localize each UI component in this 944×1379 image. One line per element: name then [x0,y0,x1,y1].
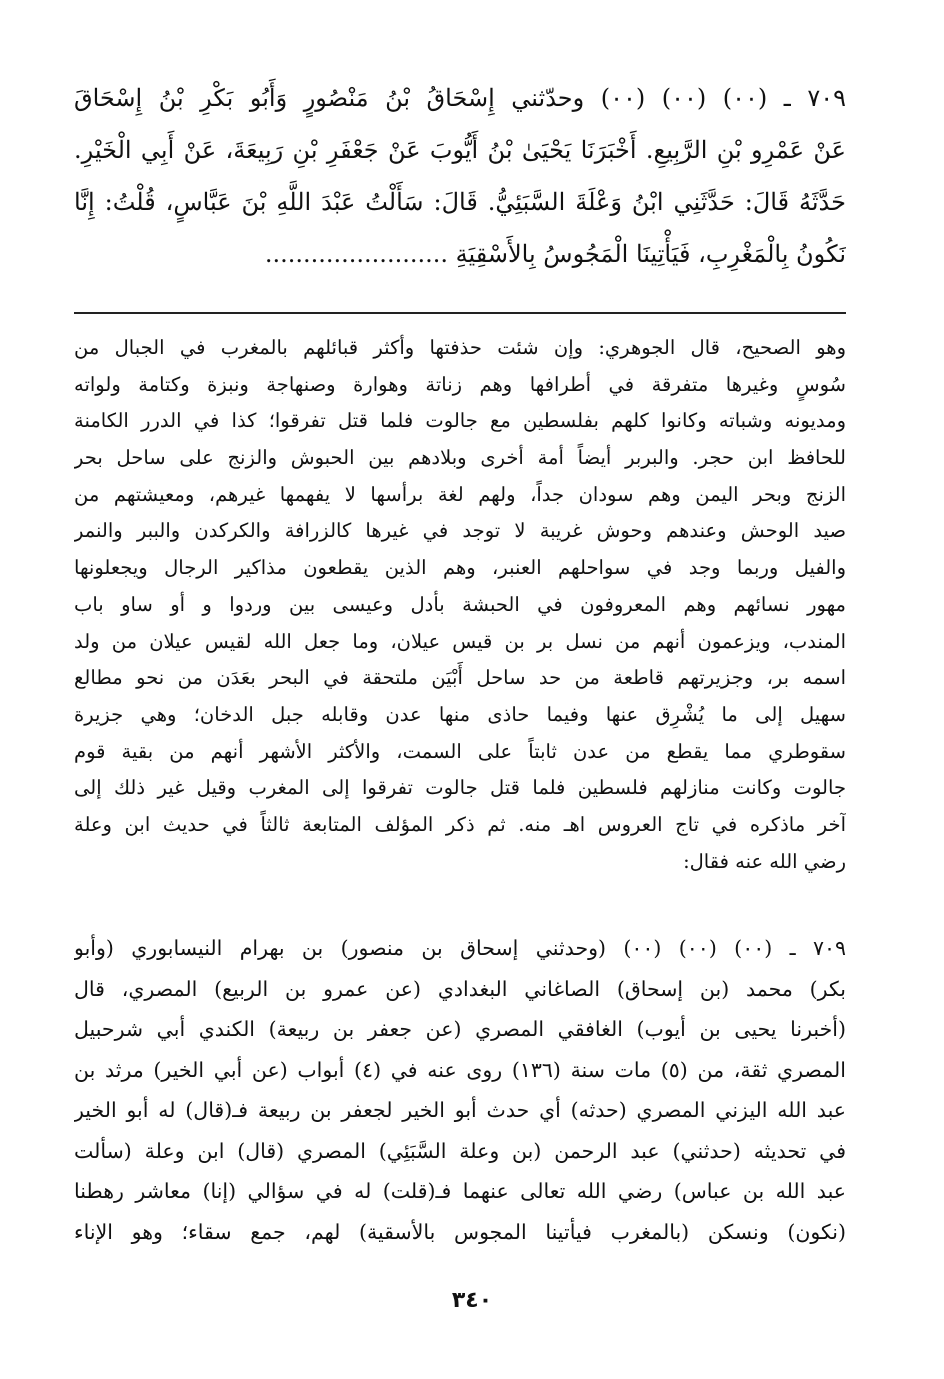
sharh-line: بكر) محمد (بن إسحاق) الصاغاني البغدادي (عن عمرو بن الربيع) المصري، قال [74,976,846,1001]
sharh-line: في تحديثه (حدثني) عبد الرحمن (بن وعلة السَّبَئِي) المصري (قال) ابن وعلة (سألت [74,1138,846,1163]
sharh-line: (أخبرنا يحيى بن أيوب) الغافقي المصري (عن جعفر بن ربيعة) الكندي أبي شرحبيل [74,1017,846,1041]
commentary-line: والفيل وربما وجد في سواحلهم العنبر، وهم الذين يقطعون مذاكير الرجال ويجعلونها [74,556,846,580]
commentary-line: مهور نسائهم وهم المعروفون في الحبشة بأدل وعيسى بين وردوا و أو ساو باب [74,592,846,616]
sharh-line: (نكون) ونسكن (بالمغرب فيأتينا المجوس بالأسقية) لهم، جمع سقاء؛ وهو الإناء [74,1219,846,1244]
commentary-line: سُوسٍ وغيرها متفرقة في أطرافها وهم زناتة وهوارة وصنهاجة ونبزة وكتامة ولواته [74,372,846,396]
commentary-line: الزنج وبحر اليمن وهم سودان جداً، ولهم لغة برأسها لا يفهمها غيرهم، ومعيشتهم من [74,482,846,506]
hadith-text [74,72,846,280]
section-divider [74,312,846,314]
page-number: ٣٤٠ [451,1288,493,1313]
commentary-line: آخر ماذكره في تاج العروس اهـ منه. ثم ذكر المؤلف المتابعة ثالثاً في حديث ابن وعلة [74,812,846,836]
commentary-line: ومديونه وشباته وكانوا كلهم بفلسطين مع جالوت فلما قتل تفرقوا؛ كذا في الدرر الكامنة [74,409,846,433]
sharh-explanation [74,928,846,1252]
commentary-line: جالوت وكانت منازلهم فلسطين فلما قتل جالوت تفرقوا إلى المغرب وقيل غير ذلك إلى [74,776,846,800]
commentary-line: سقوطري مما يقطع من عدن ثابتاً على السمت، والأكثر الأشهر أنهم من بقية قوم [74,739,846,763]
commentary-line: المندب، ويزعمون أنهم من نسل بر بن قيس عيلان، وما جعل الله لقيس عيلان من ولد [74,629,846,653]
hadith-line: حَدَّثَهُ قَالَ: حَدَّثَنِي ابْنُ وَعْلَةَ السَّبَئِيُّ. قَالَ: سَأَلْتُ عَبْدَ اللَّهِ بْنَ عَبَّاسٍ، قُلْتُ: إِنَّا [74,188,846,216]
commentary-line: رضي الله عنه فقال: [683,849,846,873]
commentary-line: وهو الصحيح، قال الجوهري: وإن شئت حذفتها وأكثر قبائلهم بالمغرب في الجبال من [74,336,846,359]
commentary-line: للحافظ ابن حجر. والبربر أيضاً أمة أخرى وبلادهم بين الحبوش والزنج على ساحل بحر [74,446,846,470]
sharh-line: المصري ثقة، من (٥) مات سنة (١٣٦) روى عنه في (٤) أبواب (عن أبي الخير) مرثد بن [74,1057,846,1082]
sharh-line: عبد الله بن عباس) رضي الله تعالى عنهما فـ(قلت) له في سؤالي (إنا) معاشر رهطنا [74,1179,846,1203]
commentary-line: صيد الوحش وعندهم وحوش غريبة لا توجد في غيرها كالزرافة والكركدن والببر والنمر [74,519,846,543]
hadith-line: نَكُونُ بِالْمَغْرِبِ، فَيَأْتِينَا الْمَجُوسُ بِالأَسْقِيَةِ ........................ [264,240,846,268]
hadith-line: ٧٠٩ ـ (٠٠) (٠٠) (٠٠) وحدّثني إِسْحَاقُ بْنُ مَنْصُورٍ وَأَبُو بَكْرِ بْنُ إِسْحَاقَ [74,84,846,112]
sharh-line: عبد الله اليزني المصري (حدثه) أي حدث أبو الخير لجعفر بن ربيعة فـ(قال) له أبو الخير [74,1098,846,1122]
hadith-line: عَنْ عَمْرِو بْنِ الرَّبِيعِ. أَخْبَرَنَا يَحْيَىٰ بْنُ أَيُّوبَ عَنْ جَعْفَرِ بْنِ رَبِيعَةَ، عَنْ أَبِي الْخَيْرِ. [74,136,846,164]
footnote-commentary [74,330,846,880]
sharh-line: ٧٠٩ ـ (٠٠) (٠٠) (٠٠) (وحدثني إسحاق بن منصور) بن بهرام النيسابوري (وأبو [74,936,846,960]
commentary-line: سهيل إلى ما يُشْرِق عنها وفيما حاذى منها عدن وقابله جبل الدخان؛ وهي جزيرة [74,702,846,726]
commentary-line: اسمه بر، وجزيرتهم قاطعة من حد ساحل أَبْيَن ملتحقة في البحر بعَدَن من نحو مطالع [74,666,846,690]
